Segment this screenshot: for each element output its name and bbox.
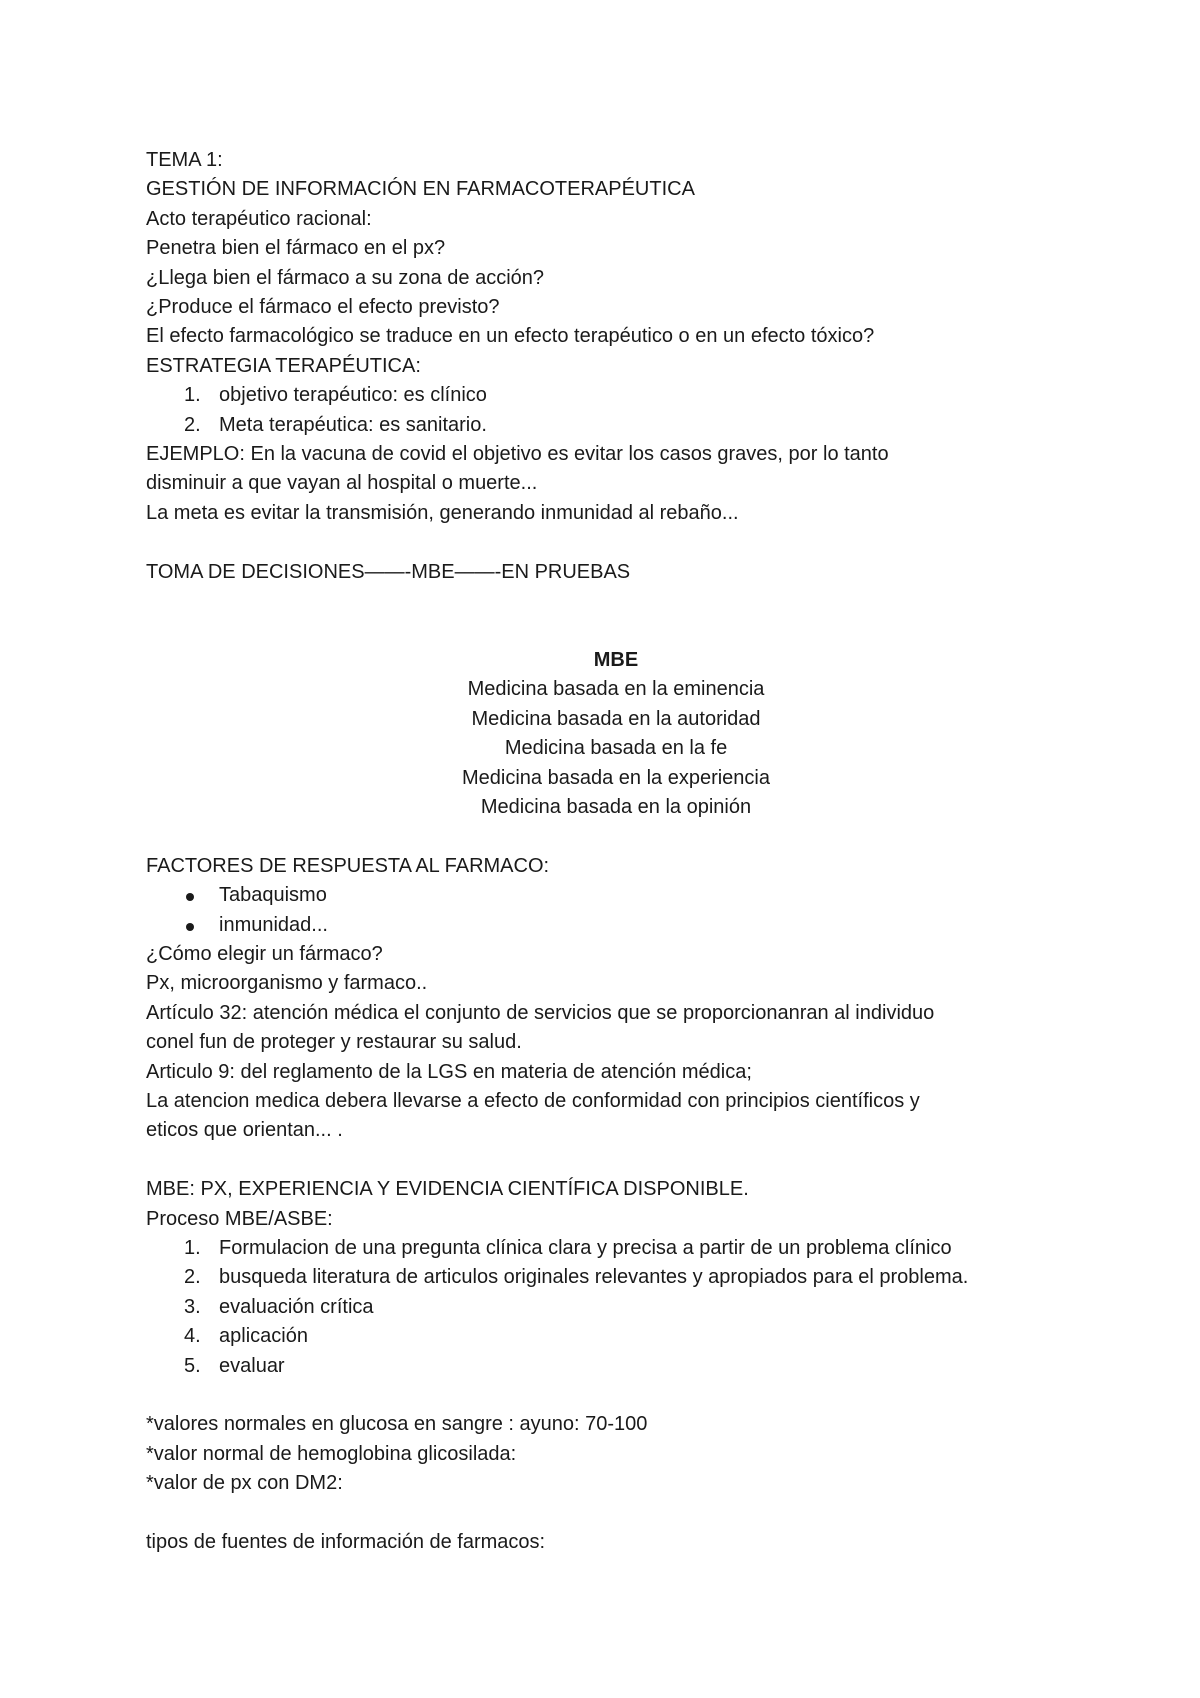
- list-item: [146, 1322, 1086, 1351]
- list-item: [146, 1263, 1086, 1292]
- blank-line: [146, 1146, 1086, 1175]
- text-line: tipos de fuentes de información de farmacos:: [146, 1531, 546, 1553]
- list-number: 5.: [184, 1354, 201, 1377]
- list-number: 2.: [184, 1266, 201, 1289]
- list-item: [146, 911, 1086, 940]
- text-line: conel fun de proteger y restaurar su salud.: [146, 1031, 522, 1054]
- section-heading: FACTORES DE RESPUESTA AL FARMACO:: [146, 854, 550, 877]
- text-line: Penetra bien el fármaco en el px?: [146, 237, 446, 260]
- mbe-item: Medicina basada en la eminencia: [467, 678, 765, 701]
- list-item: [146, 1234, 1086, 1263]
- list-item: [146, 411, 1086, 440]
- text-line: Artículo 32: atención médica el conjunto de servicios que se proporcionanran al individuo: [146, 1001, 935, 1024]
- text-line: Articulo 9: del reglamento de la LGS en materia de atención médica;: [146, 1060, 752, 1083]
- text-line: ¿Cómo elegir un fármaco?: [146, 942, 383, 965]
- blank-line: [146, 1381, 1086, 1410]
- blank-line: [146, 822, 1086, 851]
- list-item-text: Tabaquismo: [219, 884, 327, 907]
- strategy-list: [146, 381, 1086, 440]
- list-number: 4.: [184, 1325, 201, 1348]
- blank-line: [146, 587, 1086, 646]
- text-line: *valor de px con DM2:: [146, 1472, 343, 1495]
- document-body: [146, 146, 1086, 1557]
- list-number: 1.: [184, 1236, 201, 1259]
- list-item-text: objetivo terapéutico: es clínico: [219, 384, 487, 407]
- text-line: *valor normal de hemoglobina glicosilada:: [146, 1442, 517, 1465]
- list-item-text: Formulacion de una pregunta clínica clara y precisa a partir de un problema clínico: [219, 1236, 952, 1259]
- list-item-text: aplicación: [219, 1325, 308, 1348]
- text-line: El efecto farmacológico se traduce en un efecto terapéutico o en un efecto tóxico?: [146, 325, 875, 348]
- text-line: La meta es evitar la transmisión, generando inmunidad al rebaño...: [146, 501, 739, 524]
- list-item: [146, 1293, 1086, 1322]
- text-line: eticos que orientan... .: [146, 1119, 343, 1142]
- text-line: Acto terapéutico racional:: [146, 207, 372, 230]
- topic-title: GESTIÓN DE INFORMACIÓN EN FARMACOTERAPÉUTICA: [146, 178, 695, 201]
- section-heading: MBE: PX, EXPERIENCIA Y EVIDENCIA CIENTÍFICA DISPONIBLE.: [146, 1178, 749, 1201]
- list-number: 1.: [184, 384, 201, 407]
- list-item: [146, 1352, 1086, 1381]
- process-list: [146, 1234, 1086, 1381]
- mbe-item: Medicina basada en la autoridad: [471, 707, 761, 730]
- list-item-text: inmunidad...: [219, 913, 328, 936]
- text-line: *valores normales en glucosa en sangre : ayuno: 70-100: [146, 1413, 648, 1436]
- text-line: Proceso MBE/ASBE:: [146, 1207, 333, 1230]
- blank-line: [146, 1499, 1086, 1528]
- list-item-text: Meta terapéutica: es sanitario.: [219, 413, 487, 436]
- text-line: ¿Llega bien el fármaco a su zona de acción?: [146, 266, 545, 289]
- text-line: Px, microorganismo y farmaco..: [146, 972, 428, 995]
- mbe-title: MBE: [593, 648, 639, 671]
- text-line: EJEMPLO: En la vacuna de covid el objetivo es evitar los casos graves, por lo tanto: [146, 443, 889, 466]
- bullet-icon: [186, 893, 194, 901]
- list-item-text: busqueda literatura de articulos originales relevantes y apropiados para el problema.: [219, 1266, 969, 1289]
- text-line: La atencion medica debera llevarse a efecto de conformidad con principios científicos y: [146, 1089, 920, 1112]
- factors-list: [146, 881, 1086, 940]
- text-line: disminuir a que vayan al hospital o muerte...: [146, 472, 538, 495]
- list-item-text: evaluar: [219, 1354, 285, 1377]
- mbe-item: Medicina basada en la opinión: [480, 795, 752, 818]
- topic-heading: TEMA 1:: [146, 149, 223, 171]
- list-number: 2.: [184, 413, 201, 436]
- section-heading: ESTRATEGIA TERAPÉUTICA:: [146, 354, 421, 377]
- mbe-item: Medicina basada en la fe: [504, 737, 728, 760]
- list-item-text: evaluación crítica: [219, 1295, 374, 1318]
- bullet-icon: [186, 923, 194, 931]
- list-number: 3.: [184, 1295, 201, 1318]
- mbe-item: Medicina basada en la experiencia: [462, 766, 770, 789]
- blank-line: [146, 528, 1086, 557]
- decisions-line: TOMA DE DECISIONES——-MBE——-EN PRUEBAS: [146, 560, 631, 583]
- list-item: [146, 381, 1086, 410]
- text-line: ¿Produce el fármaco el efecto previsto?: [146, 296, 500, 319]
- list-item: [146, 881, 1086, 910]
